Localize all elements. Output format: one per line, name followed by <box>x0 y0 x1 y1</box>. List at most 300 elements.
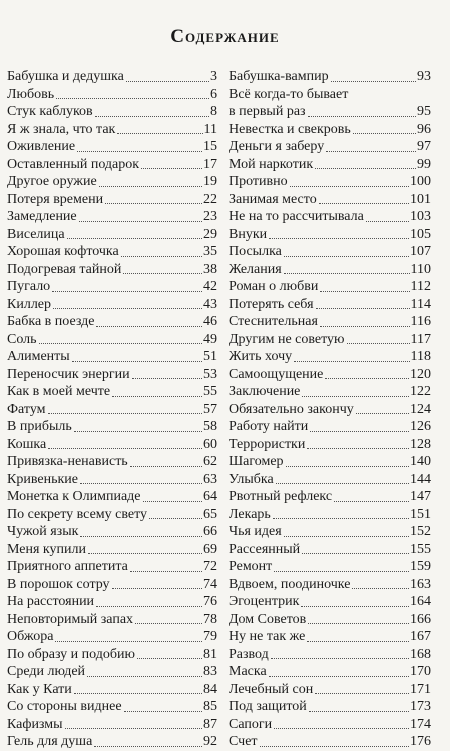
dot-leader <box>308 116 416 117</box>
toc-entry-title: Сапоги <box>229 716 273 732</box>
dot-leader <box>88 553 202 554</box>
toc-entry-title: Желания <box>229 261 282 277</box>
dot-leader <box>260 746 409 747</box>
toc-entry-title: Привязка-ненависть <box>7 454 128 469</box>
toc-entry-title: Счет <box>229 734 258 749</box>
toc-entry-page: 112 <box>410 279 431 294</box>
page-title: Содержание <box>170 26 280 47</box>
toc-entry-title: Алименты <box>7 349 70 364</box>
toc-entry <box>229 138 431 156</box>
toc-entry <box>229 261 431 279</box>
toc-entry <box>7 103 217 121</box>
toc-entry <box>229 383 431 401</box>
toc-entry-page: 6 <box>210 86 217 102</box>
toc-entry-title: Я ж знала, что так <box>7 121 116 137</box>
toc-entry-title: Невестка и свекровь <box>229 121 351 137</box>
toc-entry-page: 79 <box>203 629 217 644</box>
dot-leader <box>94 746 202 747</box>
toc-entry-page: 74 <box>203 576 217 592</box>
toc-entry-title: Развод <box>229 646 269 662</box>
toc-entry-page: 95 <box>417 104 431 119</box>
dot-leader <box>130 571 202 572</box>
toc-entry-title: Стеснительная <box>229 314 318 329</box>
dot-leader <box>96 606 202 607</box>
toc-entry-title: Со стороны виднее <box>7 699 122 714</box>
toc-entry-page: 103 <box>410 209 431 224</box>
toc-entry <box>229 506 431 524</box>
toc-entry-page: 120 <box>410 366 431 382</box>
toc-entry-page: 176 <box>410 734 431 749</box>
dot-leader <box>137 658 202 659</box>
toc-entry-title: На расстоянии <box>7 594 95 609</box>
toc-entry-page: 114 <box>410 296 431 312</box>
toc-entry-page: 97 <box>417 139 431 154</box>
toc-entry-title: Мой наркотик <box>229 156 314 172</box>
dot-leader <box>316 308 410 309</box>
toc-entry-title: Бабка в поезде <box>7 314 95 329</box>
dot-leader <box>149 518 202 519</box>
toc-entry-page: 43 <box>203 296 217 312</box>
dot-leader <box>121 256 202 257</box>
toc-entry <box>7 138 217 156</box>
toc-entry-title: Деньги я заберу <box>229 139 325 154</box>
toc-entry-title: Дом Советов <box>229 611 307 627</box>
toc-entry-title: Как в моей мечте <box>7 384 111 399</box>
toc-entry-page: 128 <box>410 436 431 452</box>
dot-leader <box>126 81 209 82</box>
toc-entry-title: Другим не советую <box>229 331 345 347</box>
toc-entry <box>229 628 431 646</box>
toc-entry-page: 117 <box>410 331 431 347</box>
dot-leader <box>48 448 202 449</box>
toc-entry <box>7 593 217 611</box>
toc-entry-page: 155 <box>410 541 431 557</box>
toc-entry-page: 122 <box>410 384 431 399</box>
dot-leader <box>74 431 202 432</box>
toc-entry <box>7 523 217 541</box>
toc-entry-page: 69 <box>203 541 217 557</box>
toc-entry-page: 118 <box>410 349 431 364</box>
toc-entry-title: Пугало <box>7 279 51 294</box>
toc-entry-page: 96 <box>417 121 431 137</box>
toc-entry-title: Террористки <box>229 436 306 452</box>
dot-leader <box>79 221 202 222</box>
dot-leader <box>80 483 202 484</box>
toc-entry <box>7 558 217 576</box>
toc-entry-page: 144 <box>410 471 431 487</box>
toc-entry <box>7 681 217 699</box>
dot-leader <box>325 378 409 379</box>
toc-entry-page: 15 <box>203 139 217 154</box>
toc-entry <box>229 173 431 191</box>
dot-leader <box>271 658 409 659</box>
dot-leader <box>56 98 209 99</box>
toc-entry-page: 105 <box>410 226 431 242</box>
toc-entry <box>7 156 217 174</box>
toc-entry-page: 64 <box>203 489 217 504</box>
toc-entry-title: Эгоцентрик <box>229 594 300 609</box>
toc-entry <box>7 576 217 594</box>
toc-entry <box>7 348 217 366</box>
toc-entry-page: 49 <box>203 331 217 347</box>
toc-entry-page: 53 <box>203 366 217 382</box>
toc-entry-title: По секрету всему свету <box>7 506 148 522</box>
toc-entry <box>7 121 217 139</box>
dot-leader <box>307 641 409 642</box>
toc-entry <box>229 121 431 139</box>
dot-leader <box>353 133 416 134</box>
toc-entry-page: 164 <box>410 594 431 609</box>
toc-entry-title: Роман о любви <box>229 279 319 294</box>
toc-entry-page: 100 <box>410 174 431 189</box>
dot-leader <box>77 151 202 152</box>
toc-entry-page: 174 <box>410 716 431 732</box>
toc-entry <box>229 366 431 384</box>
toc-entry <box>7 226 217 244</box>
toc-entry-page: 171 <box>410 681 431 697</box>
toc-entry-page: 87 <box>203 716 217 732</box>
dot-leader <box>320 326 410 327</box>
toc-entry <box>229 191 431 209</box>
toc-entry <box>229 208 431 226</box>
toc-entry-title: Кафизмы <box>7 716 63 732</box>
dot-leader <box>284 273 410 274</box>
toc-entry-page: 57 <box>203 401 217 417</box>
toc-entry-title: Рвотный рефлекс <box>229 489 333 504</box>
toc-entry-title: Ну не так же <box>229 629 306 644</box>
toc-entry-page: 51 <box>203 349 217 364</box>
toc-entry <box>229 593 431 611</box>
dot-leader <box>95 116 209 117</box>
toc-entry-title: Лекарь <box>229 506 271 522</box>
toc-entry-title: Бабушка-вампир <box>229 69 329 84</box>
dot-leader <box>331 81 416 82</box>
toc-entry-page: 166 <box>410 611 431 627</box>
toc-entry-title: Оставленный подарок <box>7 156 140 172</box>
toc-entry-page: 124 <box>410 401 431 417</box>
toc-entry-title: в первый раз <box>229 104 306 119</box>
dot-leader <box>52 291 202 292</box>
toc-entry <box>7 698 217 716</box>
toc-entry-title: Противно <box>229 174 288 189</box>
toc-entry-title: Киллер <box>7 296 52 312</box>
dot-leader <box>53 308 202 309</box>
dot-leader <box>87 676 202 677</box>
toc-entry <box>229 68 431 86</box>
toc-entry-page: 63 <box>203 471 217 487</box>
toc-entry-page: 99 <box>417 156 431 172</box>
toc-entry <box>229 611 431 629</box>
toc-entry-page: 126 <box>410 419 431 434</box>
dot-leader <box>310 431 409 432</box>
toc-entry-title: Виселица <box>7 226 65 242</box>
toc-entry <box>229 576 431 594</box>
toc-entry <box>7 541 217 559</box>
toc-entry-title: Маска <box>229 664 267 679</box>
toc-entry <box>229 278 431 296</box>
toc-entry <box>229 733 431 751</box>
toc-entry-page: 173 <box>410 699 431 714</box>
toc-entry <box>229 331 431 349</box>
toc-entry-title: Замедление <box>7 209 77 224</box>
dot-leader <box>290 186 409 187</box>
toc-entry <box>229 156 431 174</box>
toc-entry <box>7 68 217 86</box>
toc-entry-page: 42 <box>203 279 217 294</box>
dot-leader <box>302 553 409 554</box>
dot-leader <box>352 588 409 589</box>
toc-entry <box>7 471 217 489</box>
toc-entry-page: 78 <box>203 611 217 627</box>
toc-entry-page: 76 <box>203 594 217 609</box>
toc-entry <box>229 681 431 699</box>
toc-entry <box>7 208 217 226</box>
toc-entry <box>229 243 431 261</box>
toc-entry-title: Подогревая тайной <box>7 261 122 277</box>
dot-leader <box>315 168 416 169</box>
toc-entry <box>7 628 217 646</box>
dot-leader <box>347 343 410 344</box>
dot-leader <box>302 396 409 397</box>
toc-entry-page: 163 <box>410 576 431 592</box>
toc-column-left <box>7 68 217 751</box>
dot-leader <box>80 536 202 537</box>
toc-entry-title: Монетка к Олимпиаде <box>7 489 141 504</box>
dot-leader <box>124 711 202 712</box>
toc-entry-page: 93 <box>417 69 431 84</box>
dot-leader <box>320 291 409 292</box>
toc-entry-page: 159 <box>410 559 431 574</box>
toc-entry <box>7 506 217 524</box>
toc-entry <box>7 278 217 296</box>
toc-entry <box>229 471 431 489</box>
toc-entry-title: Ремонт <box>229 559 273 574</box>
toc-entry <box>229 488 431 506</box>
toc-entry-title: Гель для душа <box>7 734 93 749</box>
toc-entry <box>229 663 431 681</box>
toc-entry-title: Стук каблуков <box>7 104 93 119</box>
toc-entry <box>7 646 217 664</box>
toc-entry-title: Обжора <box>7 629 54 644</box>
toc-entry-title: Улыбка <box>229 471 274 487</box>
toc-entry-page: 168 <box>410 646 431 662</box>
dot-leader <box>326 151 416 152</box>
toc-entry <box>7 173 217 191</box>
toc-entry-page: 22 <box>203 191 217 207</box>
toc-entry-title: Вдвоем, поодиночке <box>229 576 351 592</box>
toc-entry-title: Занимая место <box>229 191 317 207</box>
dot-leader <box>319 203 409 204</box>
toc-entry-page: 116 <box>410 314 431 329</box>
toc-entry-page: 55 <box>203 384 217 399</box>
toc-entry-title: Жить хочу <box>229 349 293 364</box>
toc-entry-title: Другое оружие <box>7 174 97 189</box>
dot-leader <box>48 413 202 414</box>
dot-leader <box>112 588 202 589</box>
dot-leader <box>286 466 409 467</box>
dot-leader <box>294 361 409 362</box>
toc-entry-title: Меня купили <box>7 541 86 557</box>
toc-entry <box>229 313 431 331</box>
toc-entry <box>7 243 217 261</box>
toc-entry <box>229 86 431 104</box>
toc-entry-page: 84 <box>203 681 217 697</box>
toc-entry-title: По образу и подобию <box>7 646 135 662</box>
toc-entry-page: 23 <box>203 209 217 224</box>
toc-entry-page: 167 <box>410 629 431 644</box>
toc-entry-page: 35 <box>203 244 217 259</box>
toc-entry-title: Лечебный сон <box>229 681 314 697</box>
dot-leader <box>99 186 202 187</box>
toc-entry-title: Переносчик энергии <box>7 366 130 382</box>
toc-entry <box>7 716 217 734</box>
toc-entry-page: 110 <box>410 261 431 277</box>
toc-entry-title: Работу найти <box>229 419 309 434</box>
toc-entry-title: Кошка <box>7 436 47 452</box>
toc-entry-page: 62 <box>203 454 217 469</box>
toc-entry-page: 17 <box>203 156 217 172</box>
dot-leader <box>96 326 202 327</box>
dot-leader <box>366 221 409 222</box>
dot-leader <box>39 343 202 344</box>
toc-entry <box>229 558 431 576</box>
toc-entry-page: 66 <box>203 524 217 539</box>
toc-entry-title: Кривенькие <box>7 471 78 487</box>
dot-leader <box>135 623 202 624</box>
toc-entry <box>7 453 217 471</box>
toc-entry <box>229 418 431 436</box>
toc-entry <box>7 383 217 401</box>
dot-leader <box>334 501 409 502</box>
toc-entry-title: Внуки <box>229 226 268 242</box>
toc-entry-title: Чья идея <box>229 524 282 539</box>
dot-leader <box>274 728 409 729</box>
toc-entry-page: 170 <box>410 664 431 679</box>
dot-leader <box>307 448 409 449</box>
dot-leader <box>130 466 202 467</box>
toc-entry-title: Хорошая кофточка <box>7 244 119 259</box>
toc-entry-title: В прибыль <box>7 419 72 434</box>
toc-entry-title: Чужой язык <box>7 524 79 539</box>
toc-entry-title: Заключение <box>229 384 301 399</box>
toc-entry-title: Соль <box>7 331 37 347</box>
toc-entry <box>7 401 217 419</box>
toc-entry-title: Посылка <box>229 244 282 259</box>
toc-entry-title: Обязательно закончу <box>229 401 354 417</box>
toc-entry-title: Всё когда-то бывает <box>229 86 349 102</box>
dot-leader <box>112 396 202 397</box>
dot-leader <box>117 133 202 134</box>
toc-column-right <box>229 68 431 751</box>
toc-entry-title: Потерять себя <box>229 296 314 312</box>
toc-entry-title: Среди людей <box>7 664 86 679</box>
toc-entry-title: Потеря времени <box>7 191 104 207</box>
dot-leader <box>308 623 409 624</box>
toc-entry-page: 151 <box>410 506 431 522</box>
toc-entry <box>229 103 431 121</box>
toc-entry <box>7 296 217 314</box>
toc-entry-title: Под защитой <box>229 699 307 714</box>
toc-entry-page: 81 <box>203 646 217 662</box>
dot-leader <box>301 606 409 607</box>
toc-entry <box>7 418 217 436</box>
dot-leader <box>276 483 409 484</box>
dot-leader <box>273 518 409 519</box>
toc-entry-title: Фатум <box>7 401 46 417</box>
toc-entry-page: 83 <box>203 664 217 679</box>
toc-entry <box>229 453 431 471</box>
dot-leader <box>309 711 409 712</box>
dot-leader <box>132 378 202 379</box>
dot-leader <box>141 168 202 169</box>
toc-entry-page: 8 <box>210 104 217 119</box>
toc-entry <box>229 646 431 664</box>
dot-leader <box>284 536 409 537</box>
toc-entry-title: Бабушка и дедушка <box>7 69 124 84</box>
toc-entry <box>229 698 431 716</box>
toc-entry-page: 72 <box>203 559 217 574</box>
toc-entry-title: Приятного аппетита <box>7 559 128 574</box>
toc-entry-page: 29 <box>203 226 217 242</box>
toc-entry-title: Рассеянный <box>229 541 301 557</box>
dot-leader <box>143 501 202 502</box>
dot-leader <box>67 238 202 239</box>
toc-entry <box>229 716 431 734</box>
toc-entry <box>229 296 431 314</box>
dot-leader <box>74 693 202 694</box>
toc-entry-page: 101 <box>410 191 431 207</box>
toc-entry <box>229 226 431 244</box>
toc-entry <box>7 331 217 349</box>
toc-entry-title: Самоощущение <box>229 366 324 382</box>
toc-entry <box>7 436 217 454</box>
toc-entry <box>229 401 431 419</box>
dot-leader <box>55 641 202 642</box>
toc-entry-title: Как у Кати <box>7 681 72 697</box>
toc-entry-page: 46 <box>203 314 217 329</box>
dot-leader <box>105 203 202 204</box>
dot-leader <box>269 676 409 677</box>
toc-entry-page: 65 <box>203 506 217 522</box>
dot-leader <box>72 361 202 362</box>
toc-entry-page: 58 <box>203 419 217 434</box>
toc-entry-page: 19 <box>203 174 217 189</box>
toc-entry <box>7 313 217 331</box>
toc-entry-page: 38 <box>203 261 217 277</box>
toc-entry <box>229 523 431 541</box>
toc-entry <box>7 663 217 681</box>
toc-entry <box>229 436 431 454</box>
toc-entry-title: Неповторимый запах <box>7 611 134 627</box>
toc-entry-page: 85 <box>203 699 217 714</box>
toc-entry <box>7 488 217 506</box>
toc-entry-page: 147 <box>410 489 431 504</box>
dot-leader <box>123 273 202 274</box>
dot-leader <box>315 693 409 694</box>
toc-entry <box>7 191 217 209</box>
toc-entry-page: 107 <box>410 244 431 259</box>
dot-leader <box>269 238 409 239</box>
toc-entry-title: Не на то рассчитывала <box>229 209 364 224</box>
toc-entry <box>7 366 217 384</box>
toc-entry-title: Любовь <box>7 86 55 102</box>
toc-entry-page: 92 <box>203 734 217 749</box>
toc-entry <box>7 611 217 629</box>
toc-entry <box>7 86 217 104</box>
dot-leader <box>274 571 409 572</box>
toc-entry-title: Шагомер <box>229 454 284 469</box>
toc-entry-page: 11 <box>203 121 217 137</box>
